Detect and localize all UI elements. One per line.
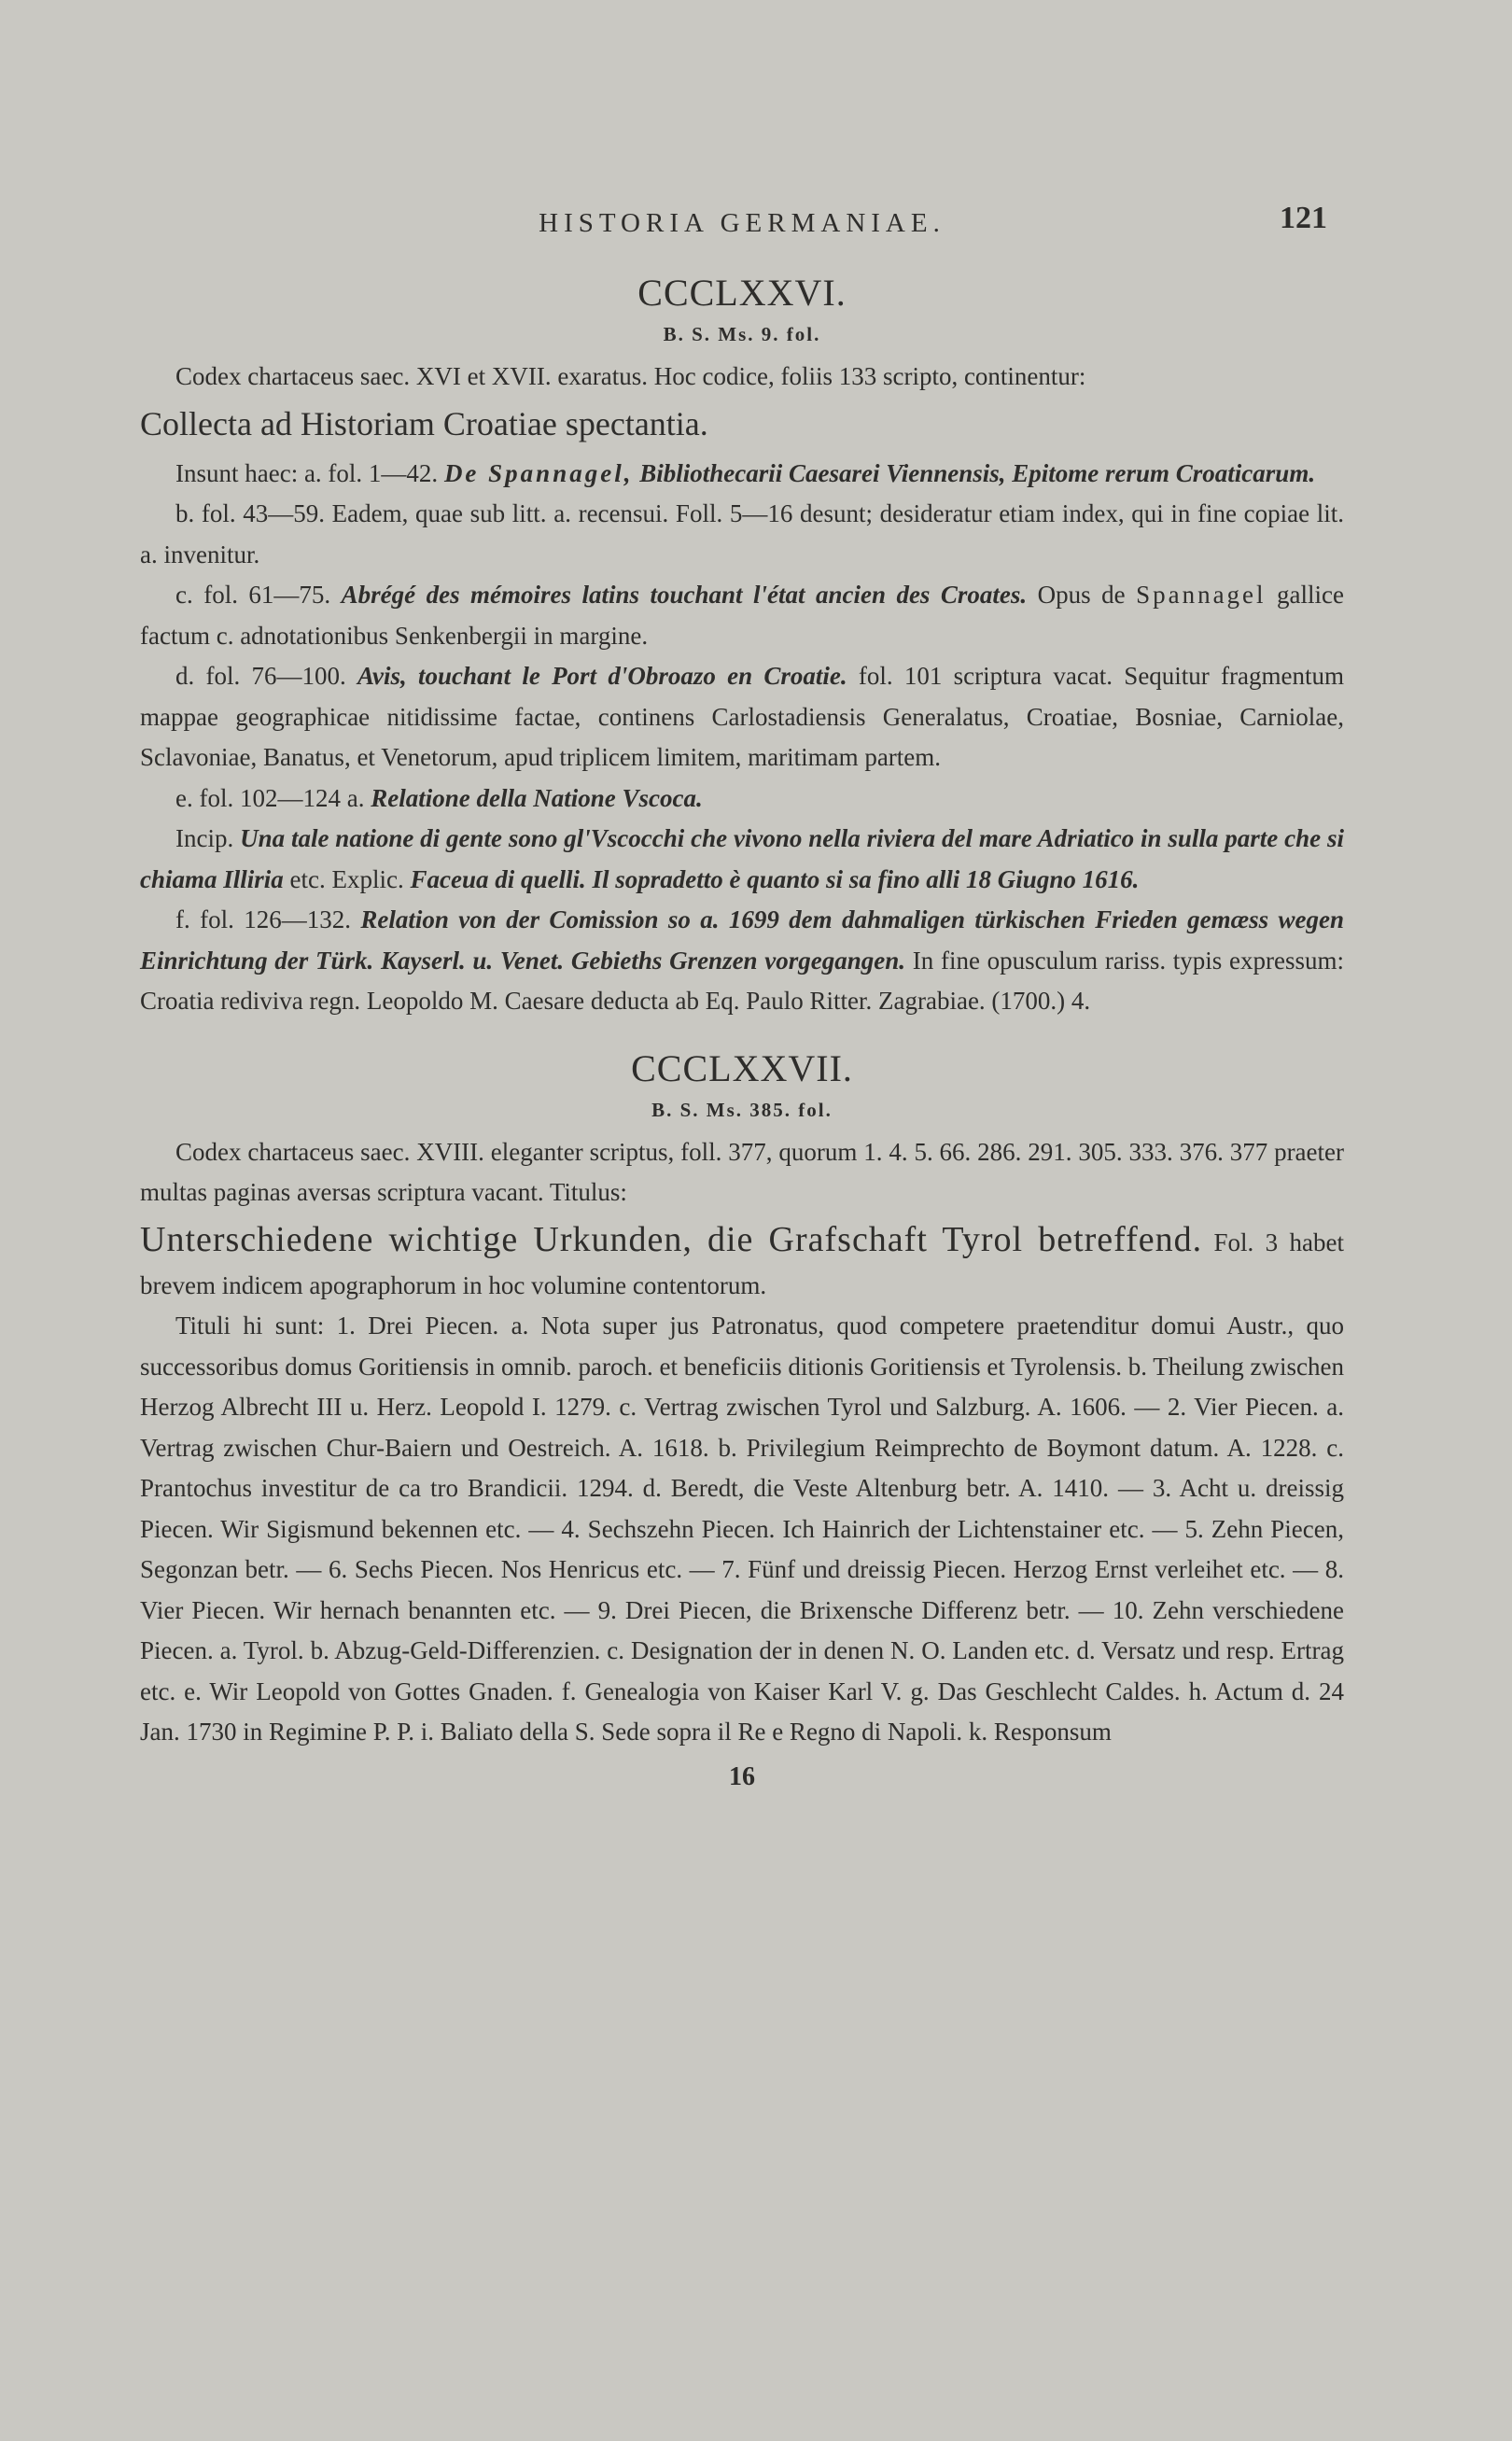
entry-number: CCCLXXVI.	[637, 272, 847, 314]
tituli-list: Tituli hi sunt: 1. Drei Piecen. a. Nota super jus Patronatus, quod competere praetenditur domui Austr., quo successoribus domus Goritiensis in omnib. paroch. et beneficiis ditionis Goritiensis et Tyrolensis. b. Theilung zwischen Herzog Albrecht III u. Herz. Leopold I. 1279. c. Vertrag zwischen Tyrol und Salzburg. A. 1606. — 2. Vier Piecen. a. Vertrag zwischen Chur-Baiern und Oestreich. A. 1618. b. Privilegium Reimprechto de Boymont datum. A. 1228. c. Prantochus investitur de ca tro Brandicii. 1294. d. Beredt, die Veste Altenburg betr. A. 1410. — 3. Acht u. dreissig Piecen. Wir Sigismund bekennen etc. — 4. Sechszehn Piecen. Ich Hainrich der Lichtenstainer etc. — 5. Zehn Piecen, Segonzan betr. — 6. Sechs Piecen. Nos Henricus etc. — 7. Fünf und dreissig Piecen. Herzog Ernst verleihet etc. — 8. Vier Piecen. Wir hernach benannten etc. — 9. Drei Piecen, die Brixensche Differenz betr. — 10. Zehn verschiedene Piecen. a. Tyrol. b. Abzug-Geld-Differenzien. c. Designation der in denen N. O. Landen etc. d. Versatz und resp. Ertrag etc. e. Wir Leopold von Gottes Gnaden. f. Genealogia von Kaiser Karl V. g. Das Geschlecht Caldes. h. Actum d. 24 Jan. 1730 in Regimine P. P. i. Baliato della S. Sede sopra il Re e Regno di Napoli. k. Responsum	[140, 1312, 1344, 1746]
signature-mark: 16	[729, 1761, 755, 1791]
item-e: e. fol. 102—124 a. Relatione della Natione Vscoca.	[175, 783, 703, 812]
document-title-line: Unterschiedene wichtige Urkunden, die Grafschaft Tyrol betreffend. Fol. 3 habet brevem indicem apographorum in hoc volumine contentorum.	[140, 1219, 1344, 1299]
item-b: b. fol. 43—59. Eadem, quae sub litt. a. recensui. Foll. 5—16 desunt; desideratur etiam index, qui in fine copiae lit. a. invenitur.	[140, 499, 1344, 568]
book-page	[140, 149, 1344, 2287]
collection-title: Collecta ad Historiam Croatiae spectantia.	[140, 404, 708, 442]
incipit-explicit: Incip. Una tale natione di gente sono gl'Vscocchi che vivono nella riviera del mare Adriatico in sulla parte che si chiama Illiria etc. Explic. Faceua di quelli. Il sopradetto è quanto si sa fino alli 18 Giugno 1616.	[140, 824, 1344, 893]
item-f: f. fol. 126—132. Relation von der Comission so a. 1699 dem dahmaligen türkischen Frieden gemæss wegen Einrichtung der Türk. Kayserl. u. Venet. Gebieths Grenzen vorgegangen. In fine opusculum rariss. typis expressum: Croatia rediviva regn. Leopoldo M. Caesare deducta ab Eq. Paulo Ritter. Zagrabiae. (1700.) 4.	[140, 905, 1345, 1015]
page-number: 121	[1280, 201, 1327, 235]
document-title: Unterschiedene wichtige Urkunden, die Grafschaft Tyrol betreffend.	[140, 1219, 1203, 1259]
item-c: c. fol. 61—75. Abrégé des mémoires latins touchant l'état ancien des Croates. Opus de Spannagel gallice factum c. adnotationibus Senkenbergii in margine.	[140, 581, 1344, 650]
running-head	[140, 203, 1344, 263]
running-title: HISTORIA GERMANIAE.	[539, 208, 945, 238]
entry-number: CCCLXXVII.	[631, 1046, 853, 1089]
codex-description: Codex chartaceus saec. XVIII. eleganter scriptus, foll. 377, quorum 1. 4. 5. 66. 286. 291. 305. 333. 376. 377 praeter multas paginas aversas scriptura vacant. Titulus:	[140, 1137, 1344, 1206]
item-a: Insunt haec: a. fol. 1—42. De Spannagel, Bibliothecarii Caesarei Viennensis, Epitome rerum Croaticarum.	[175, 458, 1316, 487]
codex-description: Codex chartaceus saec. XVI et XVII. exaratus. Hoc codice, foliis 133 scripto, continentur:	[175, 362, 1086, 390]
shelfmark: B. S. Ms. 385. fol.	[651, 1098, 833, 1121]
item-d: d. fol. 76—100. Avis, touchant le Port d'Obroazo en Croatie. fol. 101 scriptura vacat. Sequitur fragmentum mappae geographicae nitidissime factae, continens Carlostadiensis Generalatus, Croatiae, Bosniae, Carniolae, Sclavoniae, Banatus, et Venetorum, apud triplicem limitem, maritimam partem.	[140, 662, 1345, 771]
shelfmark: B. S. Ms. 9. fol.	[663, 323, 821, 345]
